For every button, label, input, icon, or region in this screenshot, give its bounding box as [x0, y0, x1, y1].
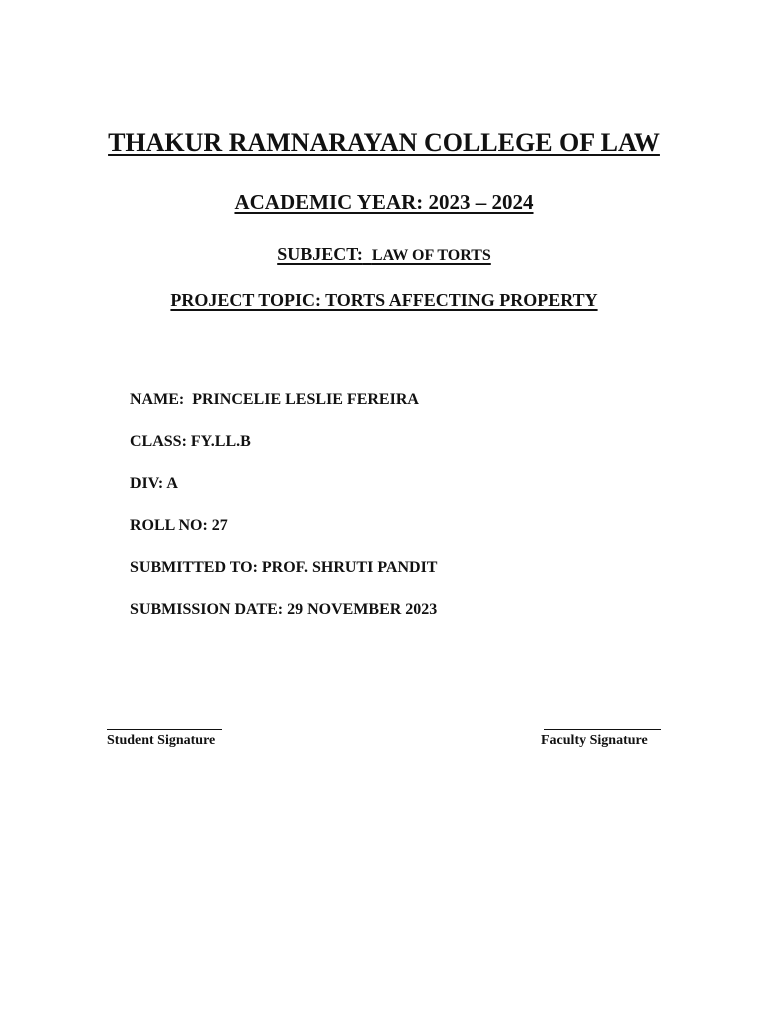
subject-label: SUBJECT: LAW OF TORTS [277, 244, 491, 264]
project-topic-text: PROJECT TOPIC: TORTS AFFECTING PROPERTY [170, 290, 598, 310]
faculty-signature-label: Faculty Signature [541, 733, 648, 748]
subject-value: LAW OF TORTS [371, 247, 491, 264]
detail-class: CLASS: FY.LL.B [130, 433, 251, 450]
academic-year-text: ACADEMIC YEAR: 2023 – 2024 [234, 190, 534, 214]
subject-line [0, 244, 768, 265]
detail-submitted-to: SUBMITTED TO: PROF. SHRUTI PANDIT [130, 559, 438, 576]
faculty-signature-line [544, 712, 661, 730]
detail-div: DIV: A [130, 475, 178, 492]
student-signature-block [107, 712, 222, 749]
college-title-text: THAKUR RAMNARAYAN COLLEGE OF LAW [108, 128, 660, 157]
college-title [0, 128, 768, 158]
detail-submission-date: SUBMISSION DATE: 29 NOVEMBER 2023 [130, 601, 438, 618]
academic-year [0, 190, 768, 215]
student-signature-label: Student Signature [107, 733, 216, 748]
project-topic [0, 290, 768, 311]
detail-roll-no: ROLL NO: 27 [130, 517, 228, 534]
student-details [130, 390, 437, 642]
student-signature-line [107, 712, 222, 730]
detail-name: NAME: PRINCELIE LESLIE FEREIRA [130, 391, 419, 408]
faculty-signature-block [541, 712, 661, 749]
